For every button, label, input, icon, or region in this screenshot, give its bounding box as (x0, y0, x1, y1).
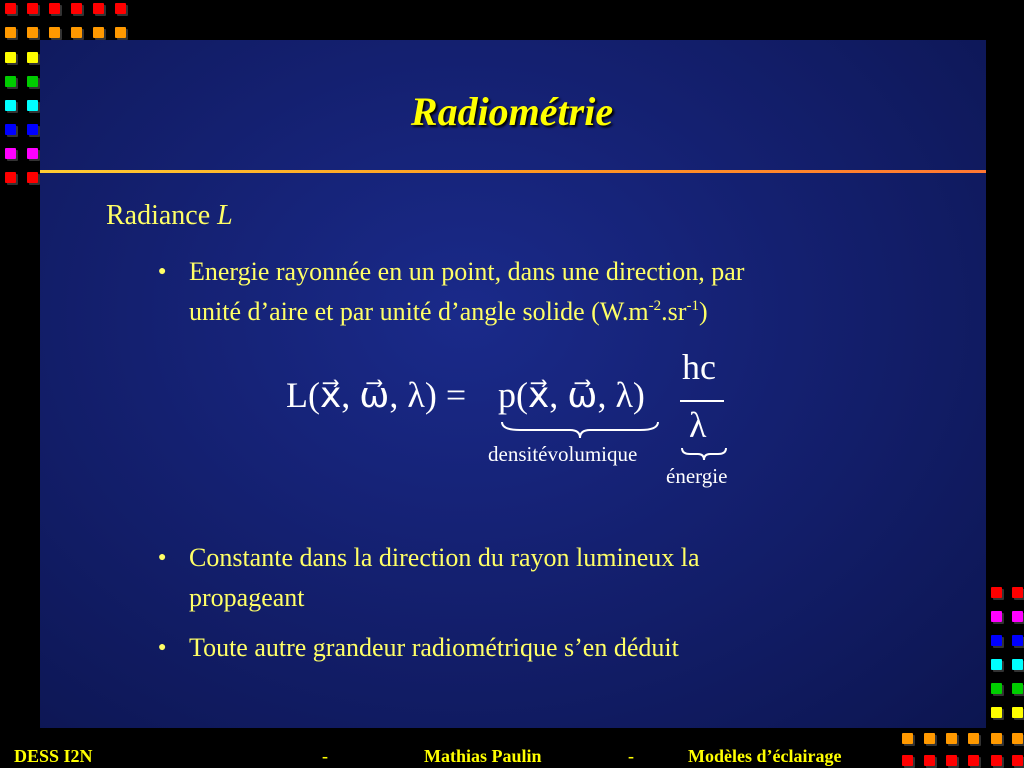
heading-text: Radiance (106, 200, 218, 231)
decor-square (93, 27, 104, 38)
decor-square (115, 3, 126, 14)
underbrace-density (500, 420, 660, 440)
decor-square (1012, 707, 1023, 718)
exponent: -2 (648, 298, 662, 314)
decor-square (991, 707, 1002, 718)
exponent: -1 (686, 298, 699, 314)
bullet-text (189, 252, 949, 332)
decor-square (991, 733, 1002, 744)
decor-square (924, 733, 935, 744)
decor-square (5, 52, 16, 63)
label-density: densitévolumique (488, 442, 638, 466)
decor-square (924, 755, 935, 766)
slide-title: Radiométrie (410, 89, 614, 134)
bullet-icon: ● (158, 640, 167, 655)
bullet-text (189, 538, 949, 618)
decor-square (27, 148, 38, 159)
bullet-icon: ● (158, 550, 167, 565)
decor-square (1012, 611, 1023, 622)
decor-square (5, 27, 16, 38)
bullet-line: unité d’aire et par unité d’angle solide (W.m (189, 297, 649, 326)
equation-numerator: hc (682, 347, 716, 387)
decor-square (946, 755, 957, 766)
decor-square (71, 27, 82, 38)
equation-denominator: λ (689, 405, 707, 445)
decor-square (1012, 733, 1023, 744)
decor-square (902, 755, 913, 766)
decor-square (5, 3, 16, 14)
closing-paren: ) (698, 297, 708, 326)
decor-square (5, 76, 16, 87)
section-heading (106, 200, 233, 232)
equation-term: p(x⃗, ω⃗, λ) (498, 375, 645, 415)
bullet-text (189, 628, 949, 668)
decor-square (991, 755, 1002, 766)
decor-square (93, 3, 104, 14)
decor-square (902, 733, 913, 744)
footer-separator: - (628, 746, 634, 766)
decor-square (5, 172, 16, 183)
equation-lhs: L(x⃗, ω⃗, λ) = (286, 375, 467, 415)
decor-square (991, 659, 1002, 670)
decor-square (49, 3, 60, 14)
decor-square (115, 27, 126, 38)
footer-author: Mathias Paulin (424, 746, 542, 766)
footer-left: DESS I2N (14, 746, 93, 766)
decor-square (1012, 755, 1023, 766)
decor-square (1012, 635, 1023, 646)
decor-square (1012, 683, 1023, 694)
decor-square (968, 733, 979, 744)
bullet-line: Energie rayonnée en un point, dans une direction, par (189, 257, 745, 286)
decor-square (27, 3, 38, 14)
footer-course: Modèles d’éclairage (688, 746, 842, 766)
decor-square (1012, 587, 1023, 598)
decor-square (71, 3, 82, 14)
decor-square (5, 148, 16, 159)
decor-square (49, 27, 60, 38)
decor-square (991, 635, 1002, 646)
decor-square (27, 27, 38, 38)
decor-square (27, 52, 38, 63)
decor-square (991, 683, 1002, 694)
decor-square (968, 755, 979, 766)
bullet-line: propageant (189, 583, 305, 612)
unit-text: .sr (661, 297, 687, 326)
decor-square (991, 611, 1002, 622)
fraction-bar (680, 400, 724, 402)
underbrace-energy (680, 446, 728, 462)
heading-variable: L (217, 200, 233, 231)
decor-square (27, 76, 38, 87)
decor-square (27, 172, 38, 183)
decor-square (946, 733, 957, 744)
footer-separator: - (322, 746, 328, 766)
bullet-icon: ● (158, 264, 167, 279)
label-energy: énergie (666, 464, 728, 488)
bullet-line: Toute autre grandeur radiométrique s’en déduit (189, 633, 679, 662)
decor-square (991, 587, 1002, 598)
decor-square (1012, 659, 1023, 670)
title-divider (40, 170, 986, 173)
bullet-line: Constante dans la direction du rayon lumineux la (189, 543, 700, 572)
